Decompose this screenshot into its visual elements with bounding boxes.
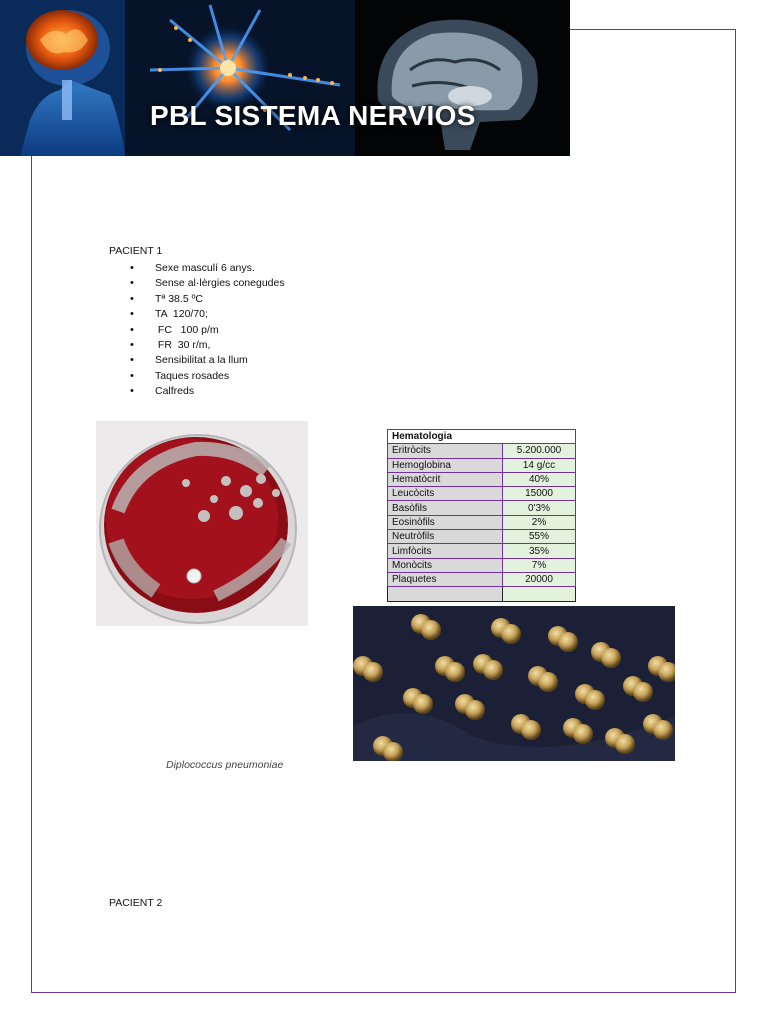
patient1-heading: PACIENT 1 <box>109 245 163 257</box>
coccus-cell <box>421 620 441 640</box>
row-label: Hemoglobina <box>388 458 503 472</box>
coccus-cell <box>445 662 465 682</box>
table-row <box>388 530 576 544</box>
coccus-cell <box>538 672 558 692</box>
table-row <box>388 472 576 486</box>
row-value: 20000 <box>503 572 576 586</box>
symptom-item: • Sense al·lèrgies conegudes <box>130 276 285 291</box>
coccus-cell <box>585 690 605 710</box>
banner-title: PBL SISTEMA NERVIOS <box>150 100 476 131</box>
coccus-cell <box>413 694 433 714</box>
symptom-item: • Tª 38.5 ºC <box>130 292 285 307</box>
row-value: 55% <box>503 530 576 544</box>
row-label: Hematòcrit <box>388 472 503 486</box>
table-row <box>388 487 576 501</box>
row-value: 15000 <box>503 487 576 501</box>
table-row <box>388 458 576 472</box>
symptom-item: • Calfreds <box>130 384 285 399</box>
table-row <box>388 544 576 558</box>
coccus-cell <box>615 734 635 754</box>
symptom-item: • TA 120/70; <box>130 307 285 322</box>
table-row <box>388 515 576 529</box>
symptom-item: • FR 30 r/m, <box>130 338 285 353</box>
patient2-heading: PACIENT 2 <box>109 897 163 909</box>
image-caption: Diplococcus pneumoniae <box>166 759 284 771</box>
bacteria-micrograph-image <box>353 606 675 761</box>
coccus-cell <box>465 700 485 720</box>
coccus-cell <box>363 662 383 682</box>
coccus-cell <box>558 632 578 652</box>
row-value: 2% <box>503 515 576 529</box>
row-label: Limfòcits <box>388 544 503 558</box>
row-label: Basòfils <box>388 501 503 515</box>
table-row-empty <box>388 587 576 601</box>
coccus-cell <box>521 720 541 740</box>
table-row <box>388 501 576 515</box>
coccus-cell <box>633 682 653 702</box>
table-row <box>388 444 576 458</box>
symptom-list <box>130 261 285 400</box>
row-label: Plaquetes <box>388 572 503 586</box>
row-value-empty <box>503 587 576 601</box>
row-label: Eritròcits <box>388 444 503 458</box>
banner-artwork <box>0 0 570 156</box>
symptom-item: • Sensibilitat a la llum <box>130 353 285 368</box>
coccus-cell <box>573 724 593 744</box>
row-label: Monòcits <box>388 558 503 572</box>
coccus-cell <box>653 720 673 740</box>
row-value: 40% <box>503 472 576 486</box>
petri-dish-image <box>96 421 308 626</box>
row-label: Eosinòfils <box>388 515 503 529</box>
symptom-item: • Taques rosades <box>130 369 285 384</box>
row-value: 35% <box>503 544 576 558</box>
coccus-cell <box>501 624 521 644</box>
coccus-cell <box>483 660 503 680</box>
coccus-cell <box>601 648 621 668</box>
row-value: 7% <box>503 558 576 572</box>
hematology-table <box>387 429 576 602</box>
banner-image <box>0 0 570 156</box>
row-label-empty <box>388 587 503 601</box>
symptom-item: • FC 100 p/m <box>130 323 285 338</box>
row-value: 14 g/cc <box>503 458 576 472</box>
table-row <box>388 572 576 586</box>
table-title: Hematologia <box>388 430 576 444</box>
row-value: 0'3% <box>503 501 576 515</box>
row-label: Neutròfils <box>388 530 503 544</box>
row-label: Leucòcits <box>388 487 503 501</box>
petri-dish-artwork <box>96 421 308 626</box>
symptom-item: • Sexe masculí 6 anys. <box>130 261 285 276</box>
table-header-row <box>388 430 576 444</box>
table-row <box>388 558 576 572</box>
row-value: 5.200.000 <box>503 444 576 458</box>
bacteria-artwork <box>353 606 675 761</box>
